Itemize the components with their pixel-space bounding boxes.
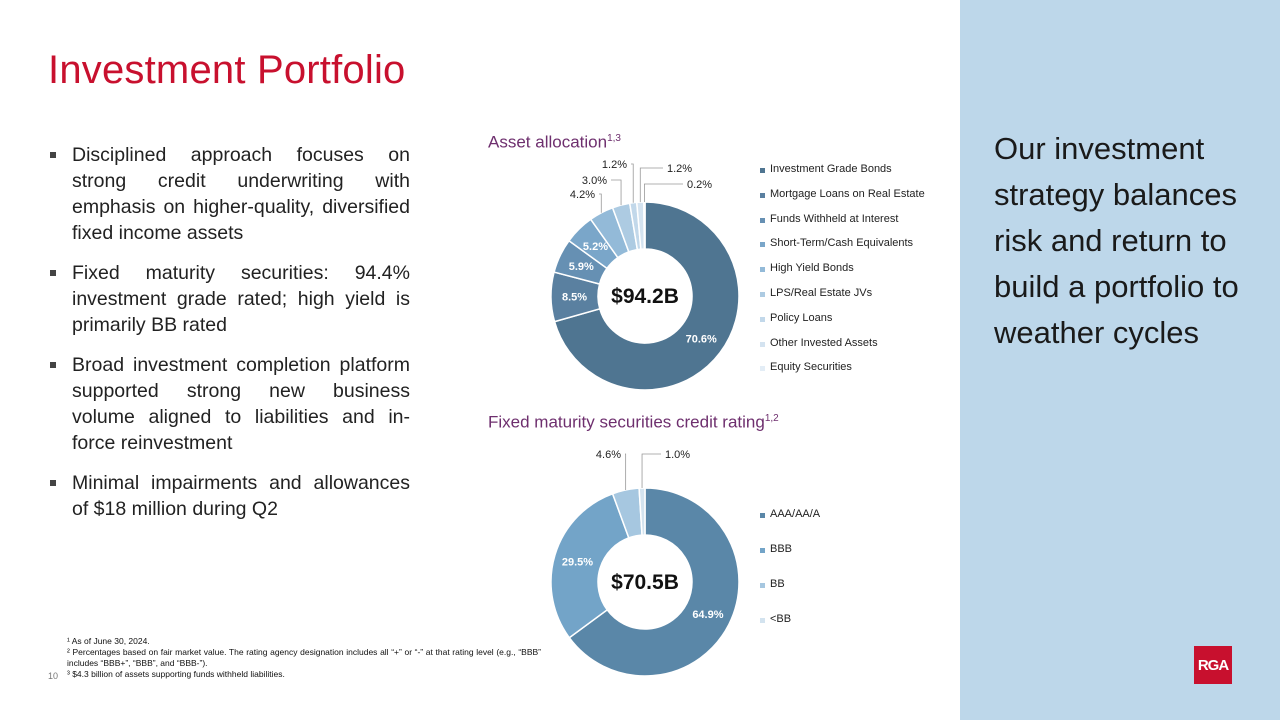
legend-swatch: [760, 583, 765, 588]
legend-item: [760, 287, 925, 312]
chart-title-footnote-ref: 1,2: [764, 413, 779, 424]
footnotes: [67, 636, 541, 680]
bullet-item: [48, 142, 410, 246]
bullet-item: [48, 260, 410, 338]
slice-data-label: 29.5%: [561, 556, 594, 569]
legend-label: AAA/AA/A: [770, 508, 821, 520]
footnote-2: ² Percentages based on fair market value. The rating agency designation includes all “+” or “-” at that rating level (e.g., “BBB” includes “BBB+”, “BBB”, and “BBB-”).: [67, 647, 541, 668]
legend-swatch: [760, 618, 765, 623]
slice-data-label: 4.2%: [569, 189, 595, 201]
bullet-text: Minimal impairments and allowances of $18 million during Q2: [72, 472, 410, 520]
slice-data-label: 1.2%: [601, 159, 627, 171]
legend-label: <BB: [770, 613, 792, 625]
donut-center-label: $94.2B: [611, 285, 679, 308]
bullet-item: [48, 352, 410, 456]
legend-item: [760, 213, 925, 238]
legend-item: [760, 312, 925, 337]
slice-data-label: 4.6%: [595, 449, 621, 461]
legend-label: Investment Grade Bonds: [770, 163, 892, 175]
legend-label: Other Invested Assets: [770, 336, 878, 349]
legend-swatch: [760, 342, 765, 347]
slice-data-label: 64.9%: [692, 608, 724, 621]
page-title: Investment Portfolio: [48, 48, 406, 92]
legend-swatch: [760, 168, 765, 173]
slice-data-label: 8.5%: [561, 291, 588, 304]
asset-allocation-donut: [540, 159, 750, 400]
bullet-text: Fixed maturity securities: 94.4% investment grade rated; high yield is primarily BB rated: [72, 262, 410, 336]
legend-item: [760, 578, 820, 613]
legend-swatch: [760, 292, 765, 297]
legend-label: Mortgage Loans on Real Estate: [770, 187, 925, 200]
asset-allocation-legend: [760, 163, 925, 386]
legend-label: Policy Loans: [770, 311, 833, 324]
legend-swatch: [760, 242, 765, 247]
legend-label: High Yield Bonds: [770, 262, 854, 275]
footnote-1: ¹ As of June 30, 2024.: [67, 636, 150, 646]
legend-swatch: [760, 366, 765, 371]
sidebar-panel: [960, 0, 1280, 720]
bullet-square-icon: [50, 152, 56, 158]
footnote-3: ³ $4.3 billion of assets supporting funds withheld liabilities.: [67, 669, 285, 679]
legend-item: [760, 543, 820, 578]
slice-data-label: 1.2%: [667, 163, 693, 175]
legend-label: Short-Term/Cash Equivalents: [770, 237, 914, 250]
legend-item: [760, 237, 925, 262]
bullet-square-icon: [50, 270, 56, 276]
bullet-item: [48, 470, 410, 522]
legend-item: [760, 613, 820, 648]
legend-item: [760, 508, 820, 543]
leader-line: [631, 164, 633, 203]
slice-data-label: 3.0%: [581, 175, 607, 187]
legend-item: [760, 163, 925, 188]
bullet-square-icon: [50, 362, 56, 368]
sidebar-statement: Our investment strategy balances risk and return to build a portfolio to weather cycles: [994, 131, 1239, 350]
legend-swatch: [760, 317, 765, 322]
slice-data-label: 1.0%: [665, 449, 691, 461]
legend-label: LPS/Real Estate JVs: [770, 286, 873, 299]
bullet-square-icon: [50, 480, 56, 486]
chart-title-text: Asset allocation: [488, 132, 608, 152]
chart-title-text: Fixed maturity securities credit rating: [488, 412, 765, 432]
legend-label: Equity Securities: [770, 361, 852, 374]
donut-center-label: $70.5B: [611, 571, 679, 594]
legend-label: BBB: [770, 543, 793, 555]
legend-label: Funds Withheld at Interest: [770, 212, 899, 225]
bullet-list: [48, 142, 410, 536]
legend-swatch: [760, 267, 765, 272]
credit-rating-title: [488, 408, 788, 434]
donut-slice: [644, 202, 645, 249]
asset-allocation-title: [488, 128, 621, 154]
slice-data-label: 0.2%: [687, 179, 713, 191]
rga-logo: RGA: [1194, 646, 1232, 684]
legend-item: [760, 262, 925, 287]
legend-swatch: [760, 218, 765, 223]
leader-line: [642, 454, 661, 488]
page-number: 10: [48, 671, 59, 681]
legend-swatch: [760, 513, 765, 518]
leader-line: [644, 184, 683, 202]
leader-line: [625, 454, 626, 490]
credit-rating-donut: [540, 449, 750, 680]
legend-swatch: [760, 548, 765, 553]
legend-item: [760, 337, 925, 362]
credit-rating-legend: [760, 508, 820, 648]
legend-item: [760, 188, 925, 213]
leader-line: [640, 168, 663, 202]
slice-data-label: 70.6%: [685, 333, 717, 346]
bullet-text: Broad investment completion platform supported strong new business volume aligned to liabilities and in-force reinvestment: [72, 354, 410, 454]
leader-line: [611, 180, 621, 205]
legend-label: BB: [770, 578, 785, 590]
slice-data-label: 5.2%: [582, 240, 609, 253]
leader-line: [599, 194, 601, 213]
legend-swatch: [760, 193, 765, 198]
legend-item: [760, 361, 925, 386]
chart-title-footnote-ref: 1,3: [607, 133, 621, 144]
bullet-text: Disciplined approach focuses on strong credit underwriting with emphasis on higher-quality, diversified fixed income assets: [72, 144, 410, 244]
slice-data-label: 5.9%: [568, 260, 594, 273]
